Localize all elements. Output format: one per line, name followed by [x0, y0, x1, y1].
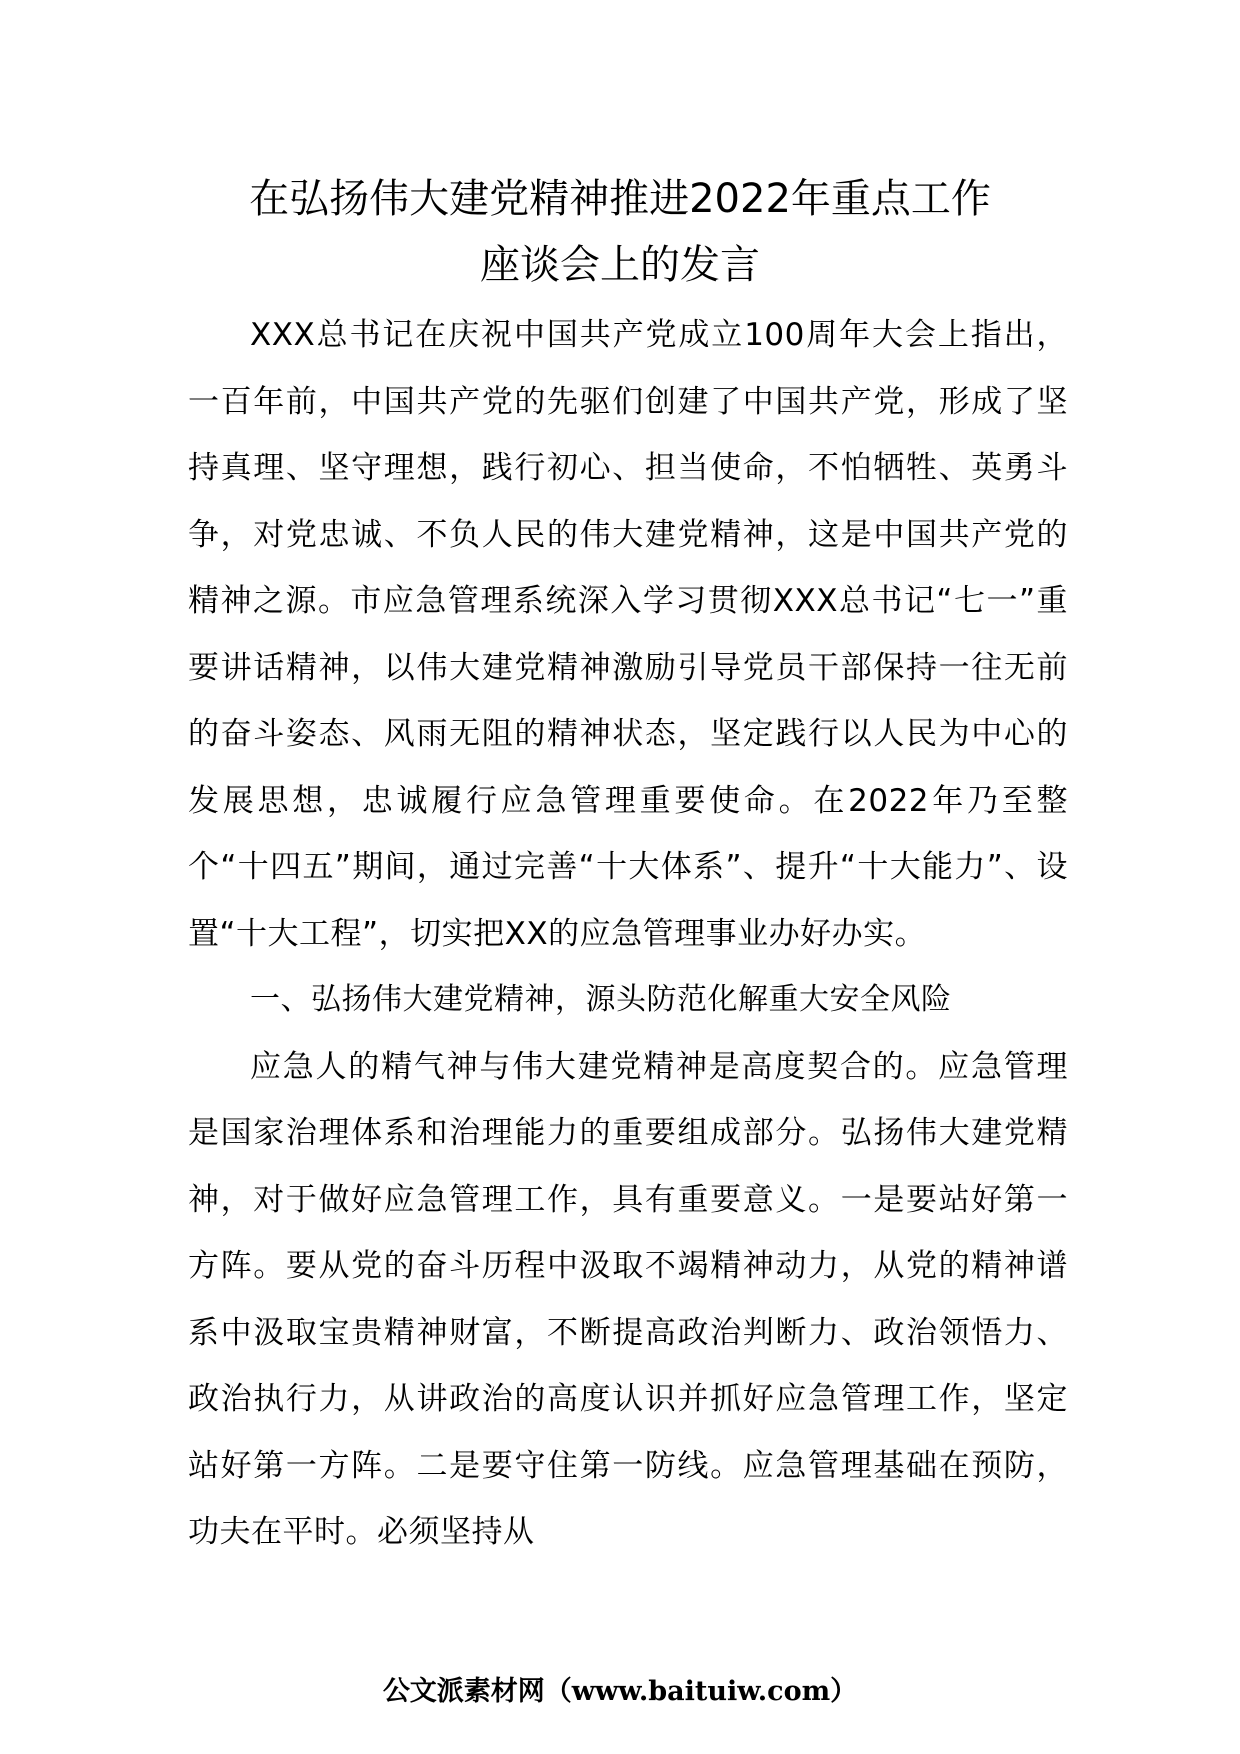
paragraph-section-1: 应急人的精气神与伟大建党精神是高度契合的。应急管理是国家治理体系和治理能力的重要组成部分。弘扬伟大建党精神，对于做好应急管理工作，具有重要意义。一是要站好第一方阵。要从党的奋斗历程中汲取不竭精神动力，从党的精神谱系中汲取宝贵精神财富，不断提高政治判断力、政治领悟力、政治执行力，从讲政治的高度认识并抓好应急管理工作，坚定站好第一方阵。二是要守住第一防线。应急管理基础在预防，功夫在平时。必须坚持从 [188, 1048, 1068, 1550]
document-title-line-1: 在弘扬伟大建党精神推进2022年重点工作 [249, 176, 991, 222]
footer-watermark: 公文派素材网（www.baituiw.com） [382, 1676, 858, 1707]
document-title-line-2: 座谈会上的发言 [480, 242, 760, 288]
section-heading-1: 一、弘扬伟大建党精神，源头防范化解重大安全风险 [250, 982, 952, 1017]
document-body [188, 302, 1068, 1566]
paragraph-intro: XXX总书记在庆祝中国共产党成立100周年大会上指出，一百年前，中国共产党的先驱们创建了中国共产党，形成了坚持真理、坚守理想，践行初心、担当使命，不怕牺牲、英勇斗争，对党忠诚、不负人民的伟大建党精神，这是中国共产党的精神之源。市应急管理系统深入学习贯彻XXX总书记“七一”重要讲话精神，以伟大建党精神激励引导党员干部保持一往无前的奋斗姿态、风雨无阻的精神状态，坚定践行以人民为中心的发展思想，忠诚履行应急管理重要使命。在2022年乃至整个“十四五”期间，通过完善“十大体系”、提升“十大能力”、设置“十大工程”，切实把XX的应急管理事业办好办实。 [188, 317, 1068, 952]
